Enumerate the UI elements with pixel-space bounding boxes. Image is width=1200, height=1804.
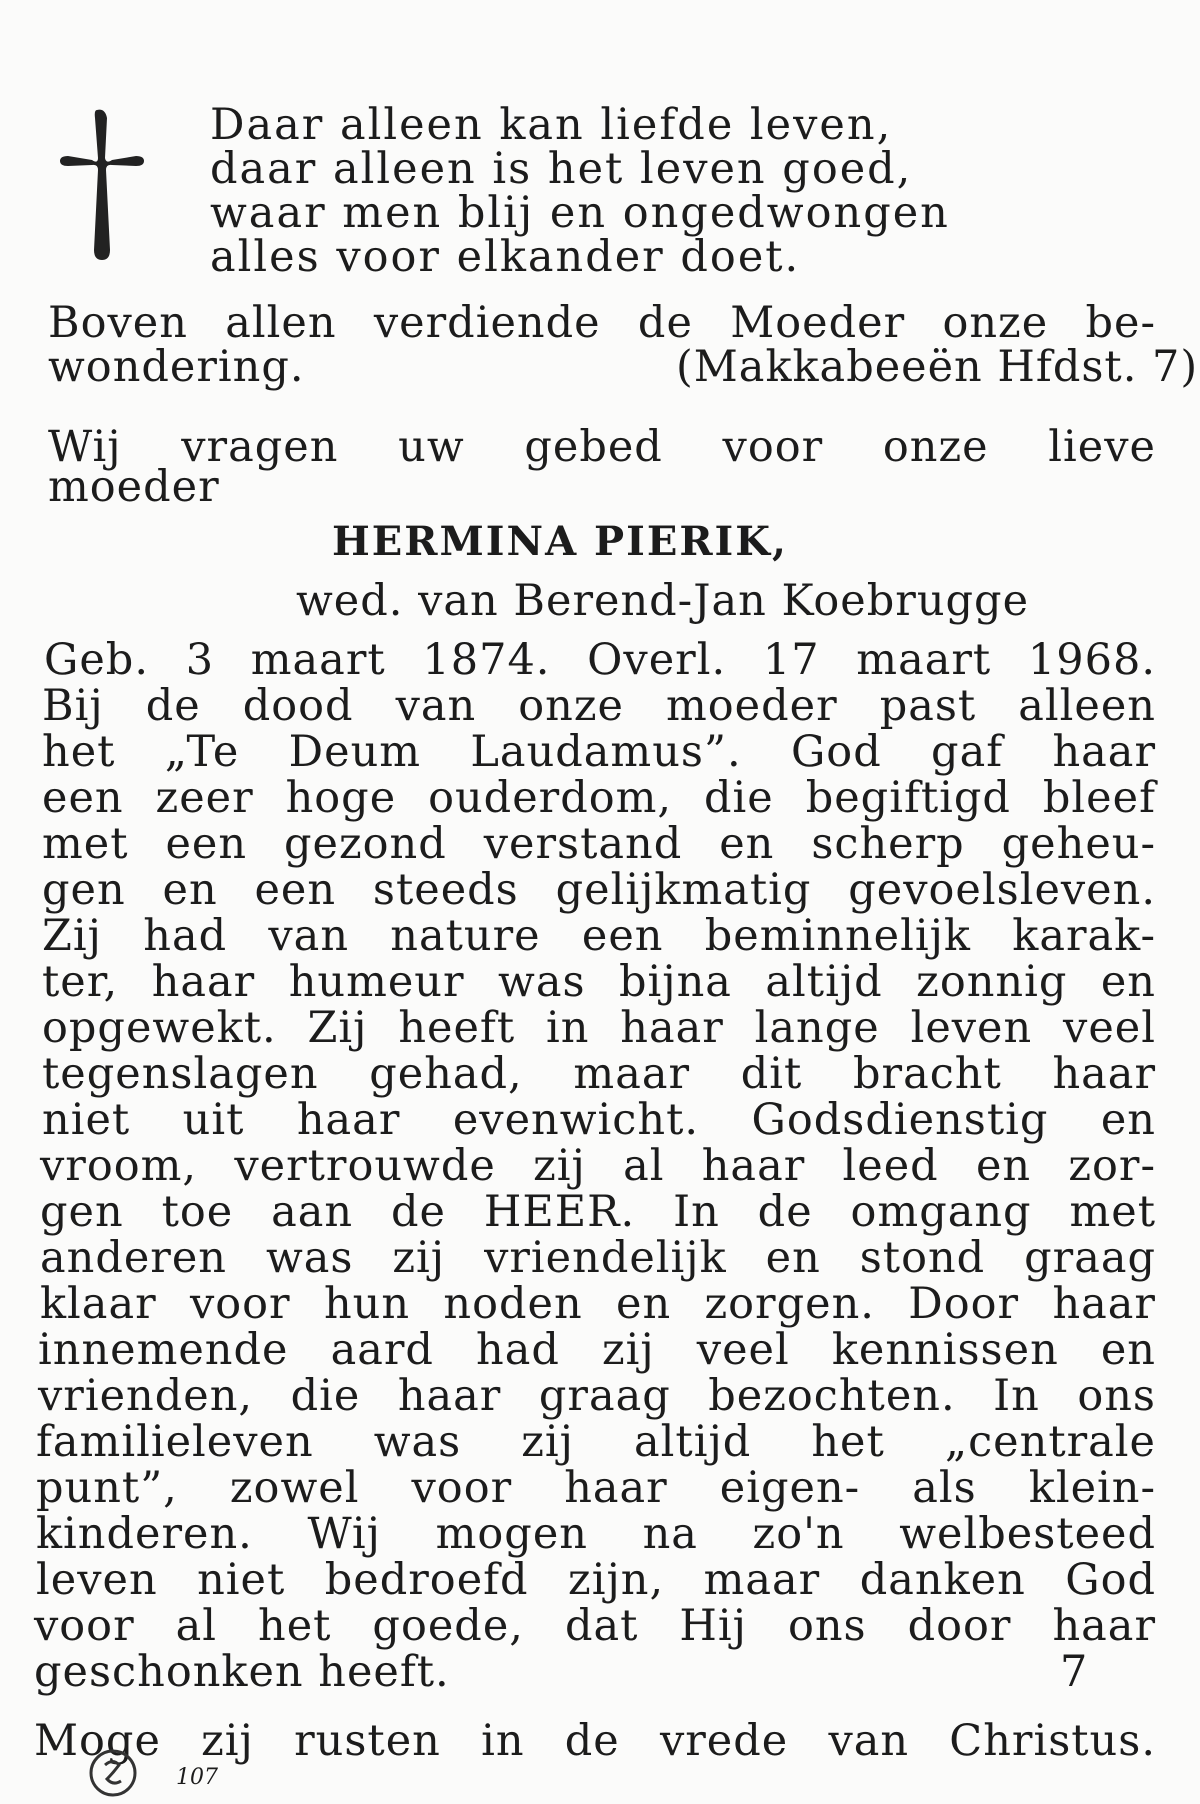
body-line: kinderen. Wij mogen na zo'n welbesteed (36, 1509, 1156, 1559)
body-line: een zeer hoge ouderdom, die begiftigd bleef (42, 773, 1156, 823)
cross-icon (50, 108, 150, 268)
body-line: Bij de dood van onze moeder past alleen (42, 681, 1156, 731)
body-line: punt”, zowel voor haar eigen- als klein- (36, 1463, 1156, 1513)
body-line: gen toe aan de HEER. In de omgang met (40, 1187, 1156, 1237)
poem-line-3: waar men blij en ongedwongen (210, 188, 950, 238)
request-line-2: moeder (48, 462, 220, 512)
poem-line-2: daar alleen is het leven goed, (210, 144, 913, 194)
body-line: leven niet bedroefd zijn, maar danken God (36, 1555, 1156, 1605)
body-line: niet uit haar evenwicht. Godsdienstig en (42, 1095, 1156, 1145)
body-line: vroom, vertrouwde zij al haar leed en zor- (40, 1141, 1156, 1191)
poem-line-1: Daar alleen kan liefde leven, (210, 100, 893, 150)
request-line-1: Wij vragen uw gebed voor onze lieve (48, 422, 1156, 472)
body-line: anderen was zij vriendelijk en stond graag (40, 1233, 1156, 1283)
body-line: vrienden, die haar graag bezochten. In ons (38, 1371, 1156, 1421)
body-line: klaar voor hun noden en zorgen. Door haar (40, 1279, 1156, 1329)
body-line: familieleven was zij altijd het „centrale (36, 1417, 1156, 1467)
printer-code: 107 (176, 1765, 218, 1790)
dates-line: Geb. 3 maart 1874. Overl. 17 maart 1968. (44, 635, 1156, 685)
body-last-line: geschonken heeft. (34, 1647, 450, 1697)
quote-line-1: Boven allen verdiende de Moeder onze be- (48, 298, 1156, 348)
body-line: met een gezond verstand en scherp geheu- (42, 819, 1156, 869)
body-line: ter, haar humeur was bijna altijd zonnig en (42, 957, 1156, 1007)
spouse-line: wed. van Berend-Jan Koebrugge (296, 576, 1030, 626)
body-line: innemende aard had zij veel kennissen en (38, 1325, 1156, 1375)
page-mark: 7 (1060, 1647, 1089, 1697)
body-line: Zij had van nature een beminnelijk karak- (42, 911, 1156, 961)
closing-line: Moge zij rusten in de vrede van Christus. (34, 1716, 1156, 1766)
body-line: tegenslagen gehad, maar dit bracht haar (42, 1049, 1156, 1099)
printer-logo-icon (88, 1748, 138, 1798)
body-line: voor al het goede, dat Hij ons door haar (34, 1601, 1156, 1651)
body-line: het „Te Deum Laudamus”. God gaf haar (42, 727, 1156, 777)
body-line: opgewekt. Zij heeft in haar lange leven veel (42, 1003, 1156, 1053)
body-line: gen en een steeds gelijkmatig gevoelsleven. (42, 865, 1156, 915)
quote-line-2-left: wondering. (48, 342, 305, 392)
quote-citation: (Makkabeeën Hfdst. 7) (676, 342, 1199, 392)
poem-line-4: alles voor elkander doet. (210, 232, 801, 282)
deceased-name: HERMINA PIERIK, (332, 518, 788, 565)
